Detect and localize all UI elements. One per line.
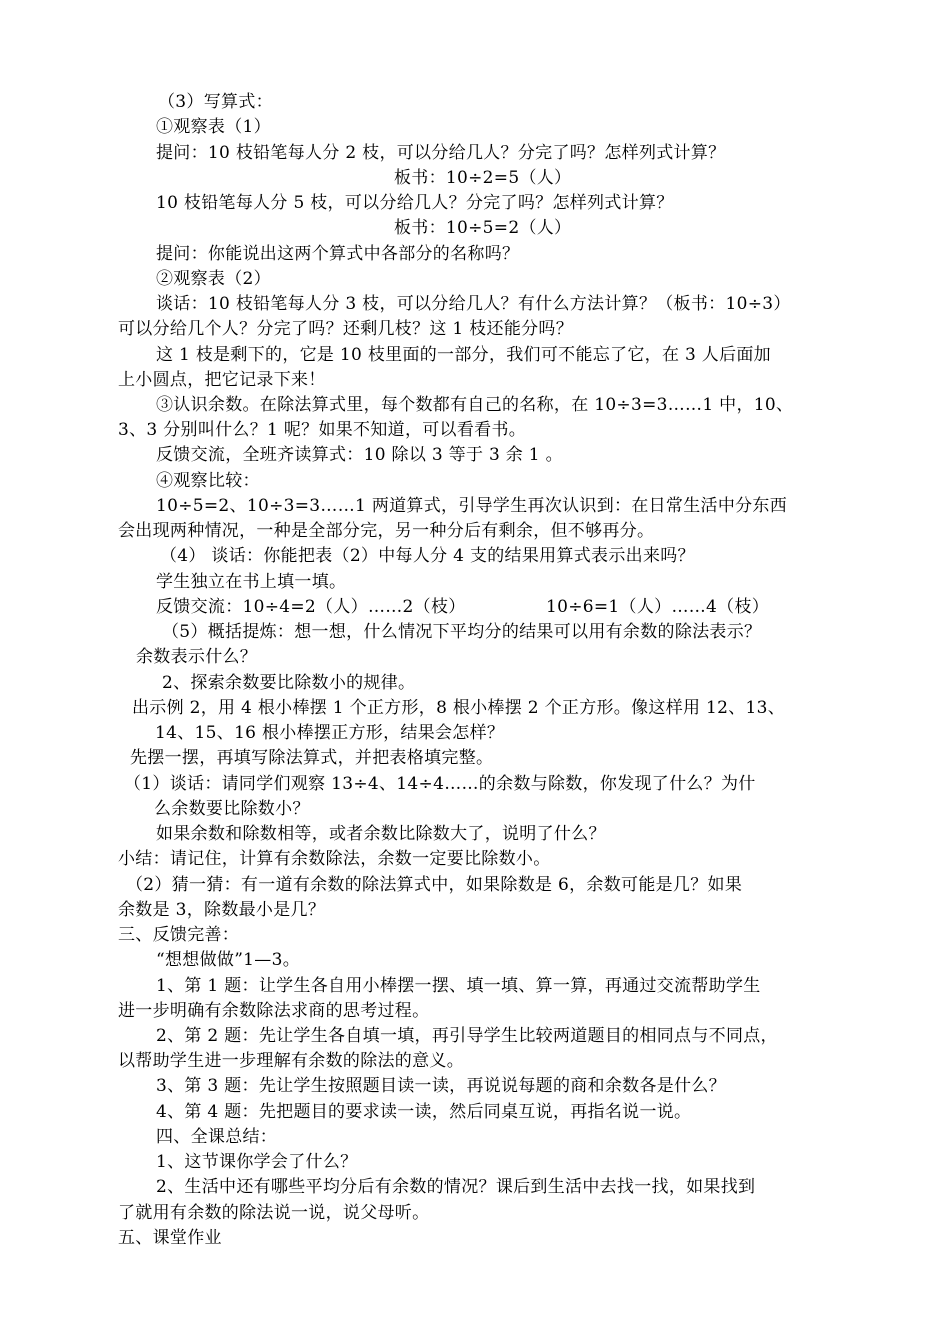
- text-line: 这 1 枝是剩下的，它是 10 枝里面的一部分，我们可不能忘了它，在 3 人后面加: [156, 345, 771, 365]
- text-line: （3）写算式：: [158, 92, 273, 112]
- text-line: 10 枝铅笔每人分 5 枝，可以分给几人？分完了吗？怎样列式计算？: [156, 193, 674, 213]
- text-line: 进一步明确有余数除法求商的思考过程。: [118, 1001, 430, 1021]
- text-line: 谈话：10 枝铅笔每人分 3 枝，可以分给几人？有什么方法计算？（板书：10÷3）: [156, 294, 791, 314]
- text-line: （1）谈话：请同学们观察 13÷4、14÷4……的余数与除数，你发现了什么？为什: [124, 774, 756, 794]
- text-line: 小结：请记住，计算有余数除法，余数一定要比除数小。: [118, 849, 551, 869]
- text-line: 三、反馈完善：: [118, 925, 240, 945]
- text-line: （2）猜一猜：有一道有余数的除法算式中，如果除数是 6，余数可能是几？如果: [126, 875, 743, 895]
- text-line: ①观察表（1）: [156, 117, 271, 137]
- text-line: 2、第 2 题：先让学生各自填一填，再引导学生比较两道题目的相同点与不同点，: [156, 1026, 778, 1046]
- text-line: “想想做做”1—3。: [156, 950, 301, 970]
- text-line: 14、15、16 根小棒摆正方形，结果会怎样？: [155, 723, 505, 743]
- text-line: 先摆一摆，再填写除法算式，并把表格填完整。: [130, 748, 494, 768]
- text-line: ④观察比较：: [156, 471, 260, 491]
- text-line: 会出现两种情况，一种是全部分完，另一种分后有剩余，但不够再分。: [118, 521, 655, 541]
- text-line: 4、第 4 题：先把题目的要求读一读，然后同桌互说，再指名说一说。: [156, 1102, 692, 1122]
- text-line: （4） 谈话：你能把表（2）中每人分 4 支的结果用算式表示出来吗？: [160, 546, 695, 566]
- text-line: 2、生活中还有哪些平均分后有余数的情况？课后到生活中去找一找，如果找到: [156, 1177, 756, 1197]
- text-line: 板书：10÷5=2（人）: [394, 218, 572, 238]
- text-line: 3、第 3 题：先让学生按照题目读一读，再说说每题的商和余数各是什么？: [156, 1076, 726, 1096]
- text-line: 如果余数和除数相等，或者余数比除数大了，说明了什么？: [156, 824, 606, 844]
- text-line: 板书：10÷2=5（人）: [394, 168, 572, 188]
- text-line: 可以分给几个人？分完了吗？还剩几枝？这 1 枝还能分吗？: [118, 319, 574, 339]
- text-line: 以帮助学生进一步理解有余数的除法的意义。: [118, 1051, 464, 1071]
- text-line: 3、3 分别叫什么？1 呢？如果不知道，可以看看书。: [118, 420, 527, 440]
- text-line: 反馈交流：10÷4=2（人）……2（枝）: [156, 597, 466, 617]
- text-line: （5）概括提炼：想一想，什么情况下平均分的结果可以用有余数的除法表示？: [162, 622, 762, 642]
- text-line: 2、探索余数要比除数小的规律。: [162, 673, 416, 693]
- text-line: 余数是 3，除数最小是几？: [118, 900, 326, 920]
- text-line: 提问：你能说出这两个算式中各部分的名称吗？: [156, 244, 520, 264]
- text-line: 五、课堂作业: [118, 1228, 222, 1248]
- text-line: 反馈交流，全班齐读算式：10 除以 3 等于 3 余 1 。: [156, 445, 563, 465]
- text-line: 提问：10 枝铅笔每人分 2 枝，可以分给几人？分完了吗？怎样列式计算？: [156, 143, 726, 163]
- text-line: 学生独立在书上填一填。: [156, 572, 347, 592]
- text-line: 1、这节课你学会了什么？: [156, 1152, 358, 1172]
- text-line: 了就用有余数的除法说一说，说父母听。: [118, 1203, 430, 1223]
- text-line: 余数表示什么？: [136, 647, 258, 667]
- text-line: 么余数要比除数小？: [154, 799, 310, 819]
- text-line: 出示例 2，用 4 根小棒摆 1 个正方形，8 根小棒摆 2 个正方形。像这样用 12、13、: [132, 698, 786, 718]
- text-line: 四、全课总结：: [156, 1127, 278, 1147]
- text-line: ③认识余数。在除法算式里，每个数都有自己的名称，在 10÷3=3……1 中，10、: [156, 395, 794, 415]
- text-line: 上小圆点，把它记录下来！: [118, 370, 326, 390]
- text-line: 1、第 1 题：让学生各自用小棒摆一摆、填一填、算一算，再通过交流帮助学生: [156, 976, 761, 996]
- text-line: 10÷5=2、10÷3=3……1 两道算式，引导学生再次认识到：在日常生活中分东西: [156, 496, 788, 516]
- text-line: ②观察表（2）: [156, 269, 271, 289]
- text-line: 10÷6=1（人）……4（枝）: [546, 597, 770, 617]
